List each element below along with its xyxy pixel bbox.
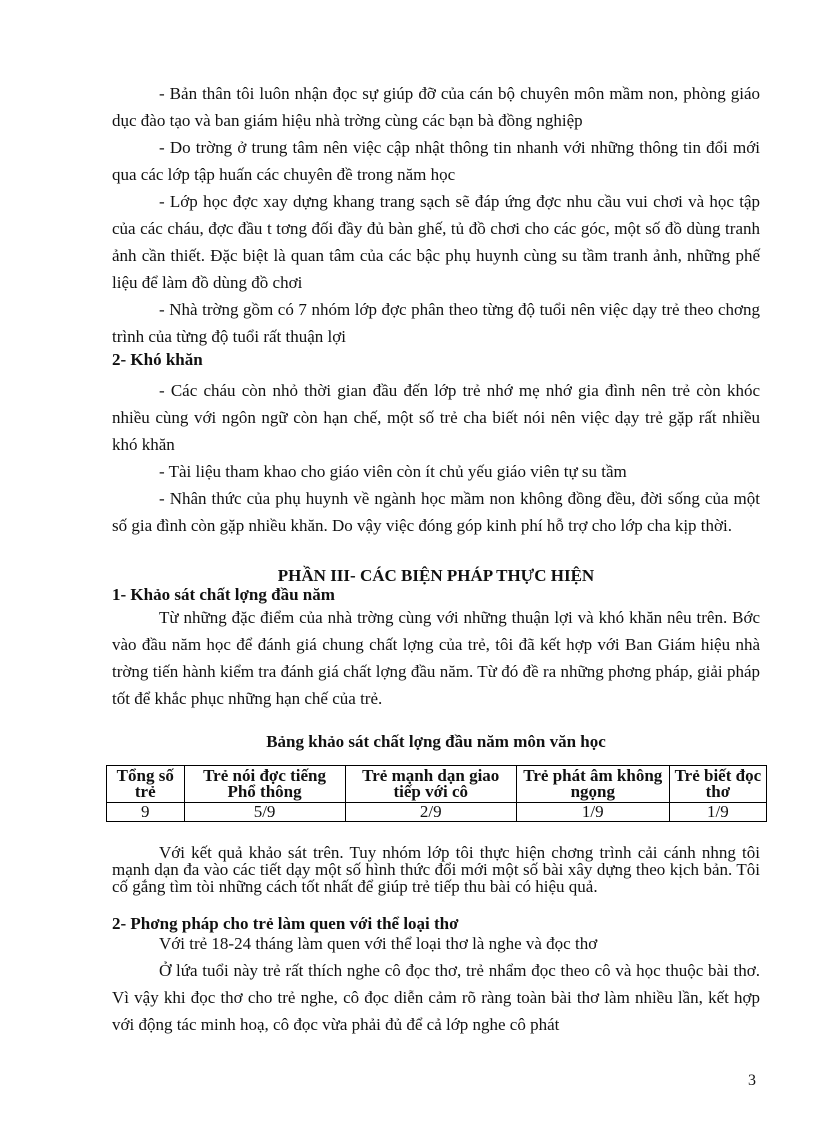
table-row <box>107 803 767 822</box>
paragraph-advantage-2: - Do trờng ở trung tâm nên việc cập nhật thông tin nhanh với những thông tin đổi mới qua các lớp tập huấn các chuyên đề trong năm học <box>112 138 760 184</box>
table-header-cell: Trẻ nói đợc tiếng Phổ thông <box>184 766 345 803</box>
survey-table <box>106 765 767 822</box>
paragraph-method-body: Ở lứa tuổi này trẻ rất thích nghe cô đọc thơ, trẻ nhẩm đọc theo cô và học thuộc bài thơ. Vì vậy khi đọc thơ cho trẻ nghe, cô đọc diễn cảm rõ ràng toàn bài thơ làm nhiều lần, kết hợp với động tác minh hoạ, cô đọc vừa phải đủ để cả lớp nghe cô phát <box>112 961 760 1034</box>
paragraph-difficulty-3: - Nhân thức của phụ huynh về ngành học mầm non không đồng đều, đời sống của một số gia đình còn gặp nhiều khăn. Do vậy việc đóng góp kinh phí hỗ trợ cho lớp cha kịp thời. <box>112 489 760 535</box>
table-cell: 1/9 <box>516 803 669 822</box>
paragraph-survey-intro: Từ những đặc điểm của nhà trờng cùng với những thuận lợi và khó khăn nêu trên. Bớc vào đầu năm học để đánh giá chung chất lợng của trẻ, tôi đã kết hợp với Ban Giám hiệu nhà trờng tiến hành kiểm tra đánh giá chất lợng đầu năm. Từ đó đề ra những phơng pháp, giải pháp tốt để khắc phục những hạn chế của trẻ. <box>112 608 760 708</box>
table-cell: 5/9 <box>184 803 345 822</box>
table-header-cell: Tổng số trẻ <box>107 766 185 803</box>
table-cell: 2/9 <box>345 803 516 822</box>
paragraph-advantage-4: - Nhà trờng gồm có 7 nhóm lớp đợc phân theo từng độ tuổi nên việc dạy trẻ theo chơng trình của từng độ tuổi rất thuận lợi <box>112 300 760 346</box>
part-title: PHẦN III- CÁC BIỆN PHÁP THỰC HIỆN <box>277 566 595 585</box>
table-header-row <box>107 766 767 803</box>
paragraph-difficulty-2: - Tài liệu tham khao cho giáo viên còn ít chủ yếu giáo viên tự su tầm <box>159 462 627 481</box>
heading-difficulties: 2- Khó khăn <box>112 350 203 369</box>
paragraph-advantage-3: - Lớp học đợc xay dựng khang trang sạch sẽ đáp ứng đợc nhu cầu vui chơi và học tập của các cháu, đợc đầu t tơng đối đầy đủ bàn ghế, tủ đồ chơi cho các góc, một số đồ dùng tranh ảnh cần thiết. Đặc biệt là quan tâm của các bậc phụ huynh cùng su tầm tranh ảnh, những phế liệu để làm đồ dùng đồ chơi <box>112 192 760 292</box>
table-header-cell: Trẻ mạnh dạn giao tiếp với cô <box>345 766 516 803</box>
heading-method: 2- Phơng pháp cho trẻ làm quen với thể loại thơ <box>112 914 459 933</box>
table-cell: 9 <box>107 803 185 822</box>
paragraph-survey-result: Với kết quả khảo sát trên. Tuy nhóm lớp tôi thực hiện chơng trình cải cánh nhng tôi mạnh dạn đa vào các tiết dạy một số hình thức đổi mới một số bài xây dựng theo kịch bản. Tôi cố gắng tìm tòi những cách tốt nhất để giúp trẻ tiếp thu bài có hiệu quả. <box>112 843 760 896</box>
table-header-cell: Trẻ phát âm không ngọng <box>516 766 669 803</box>
paragraph-difficulty-1: - Các cháu còn nhỏ thời gian đầu đến lớp trẻ nhớ mẹ nhớ gia đình nên trẻ còn khóc nhiều cùng với ngôn ngữ còn hạn chế, một số trẻ cha biết nói nên việc dạy trẻ gặp rất nhiều khó khăn <box>112 381 760 454</box>
table-header-cell: Trẻ biết đọc thơ <box>669 766 766 803</box>
table-cell: 1/9 <box>669 803 766 822</box>
paragraph-method-intro: Với trẻ 18-24 tháng làm quen với thể loại thơ là nghe và đọc thơ <box>159 934 598 953</box>
table-title: Bảng khảo sát chất lợng đầu năm môn văn học <box>266 732 606 751</box>
page-number: 3 <box>748 1072 756 1089</box>
paragraph-advantage-1: - Bản thân tôi luôn nhận đọc sự giúp đỡ của cán bộ chuyên môn mầm non, phòng giáo dục đào tạo và ban giám hiệu nhà trờng cùng các bạn bà đồng nghiệp <box>112 84 760 130</box>
heading-survey: 1- Khảo sát chất lợng đầu năm <box>112 585 335 604</box>
